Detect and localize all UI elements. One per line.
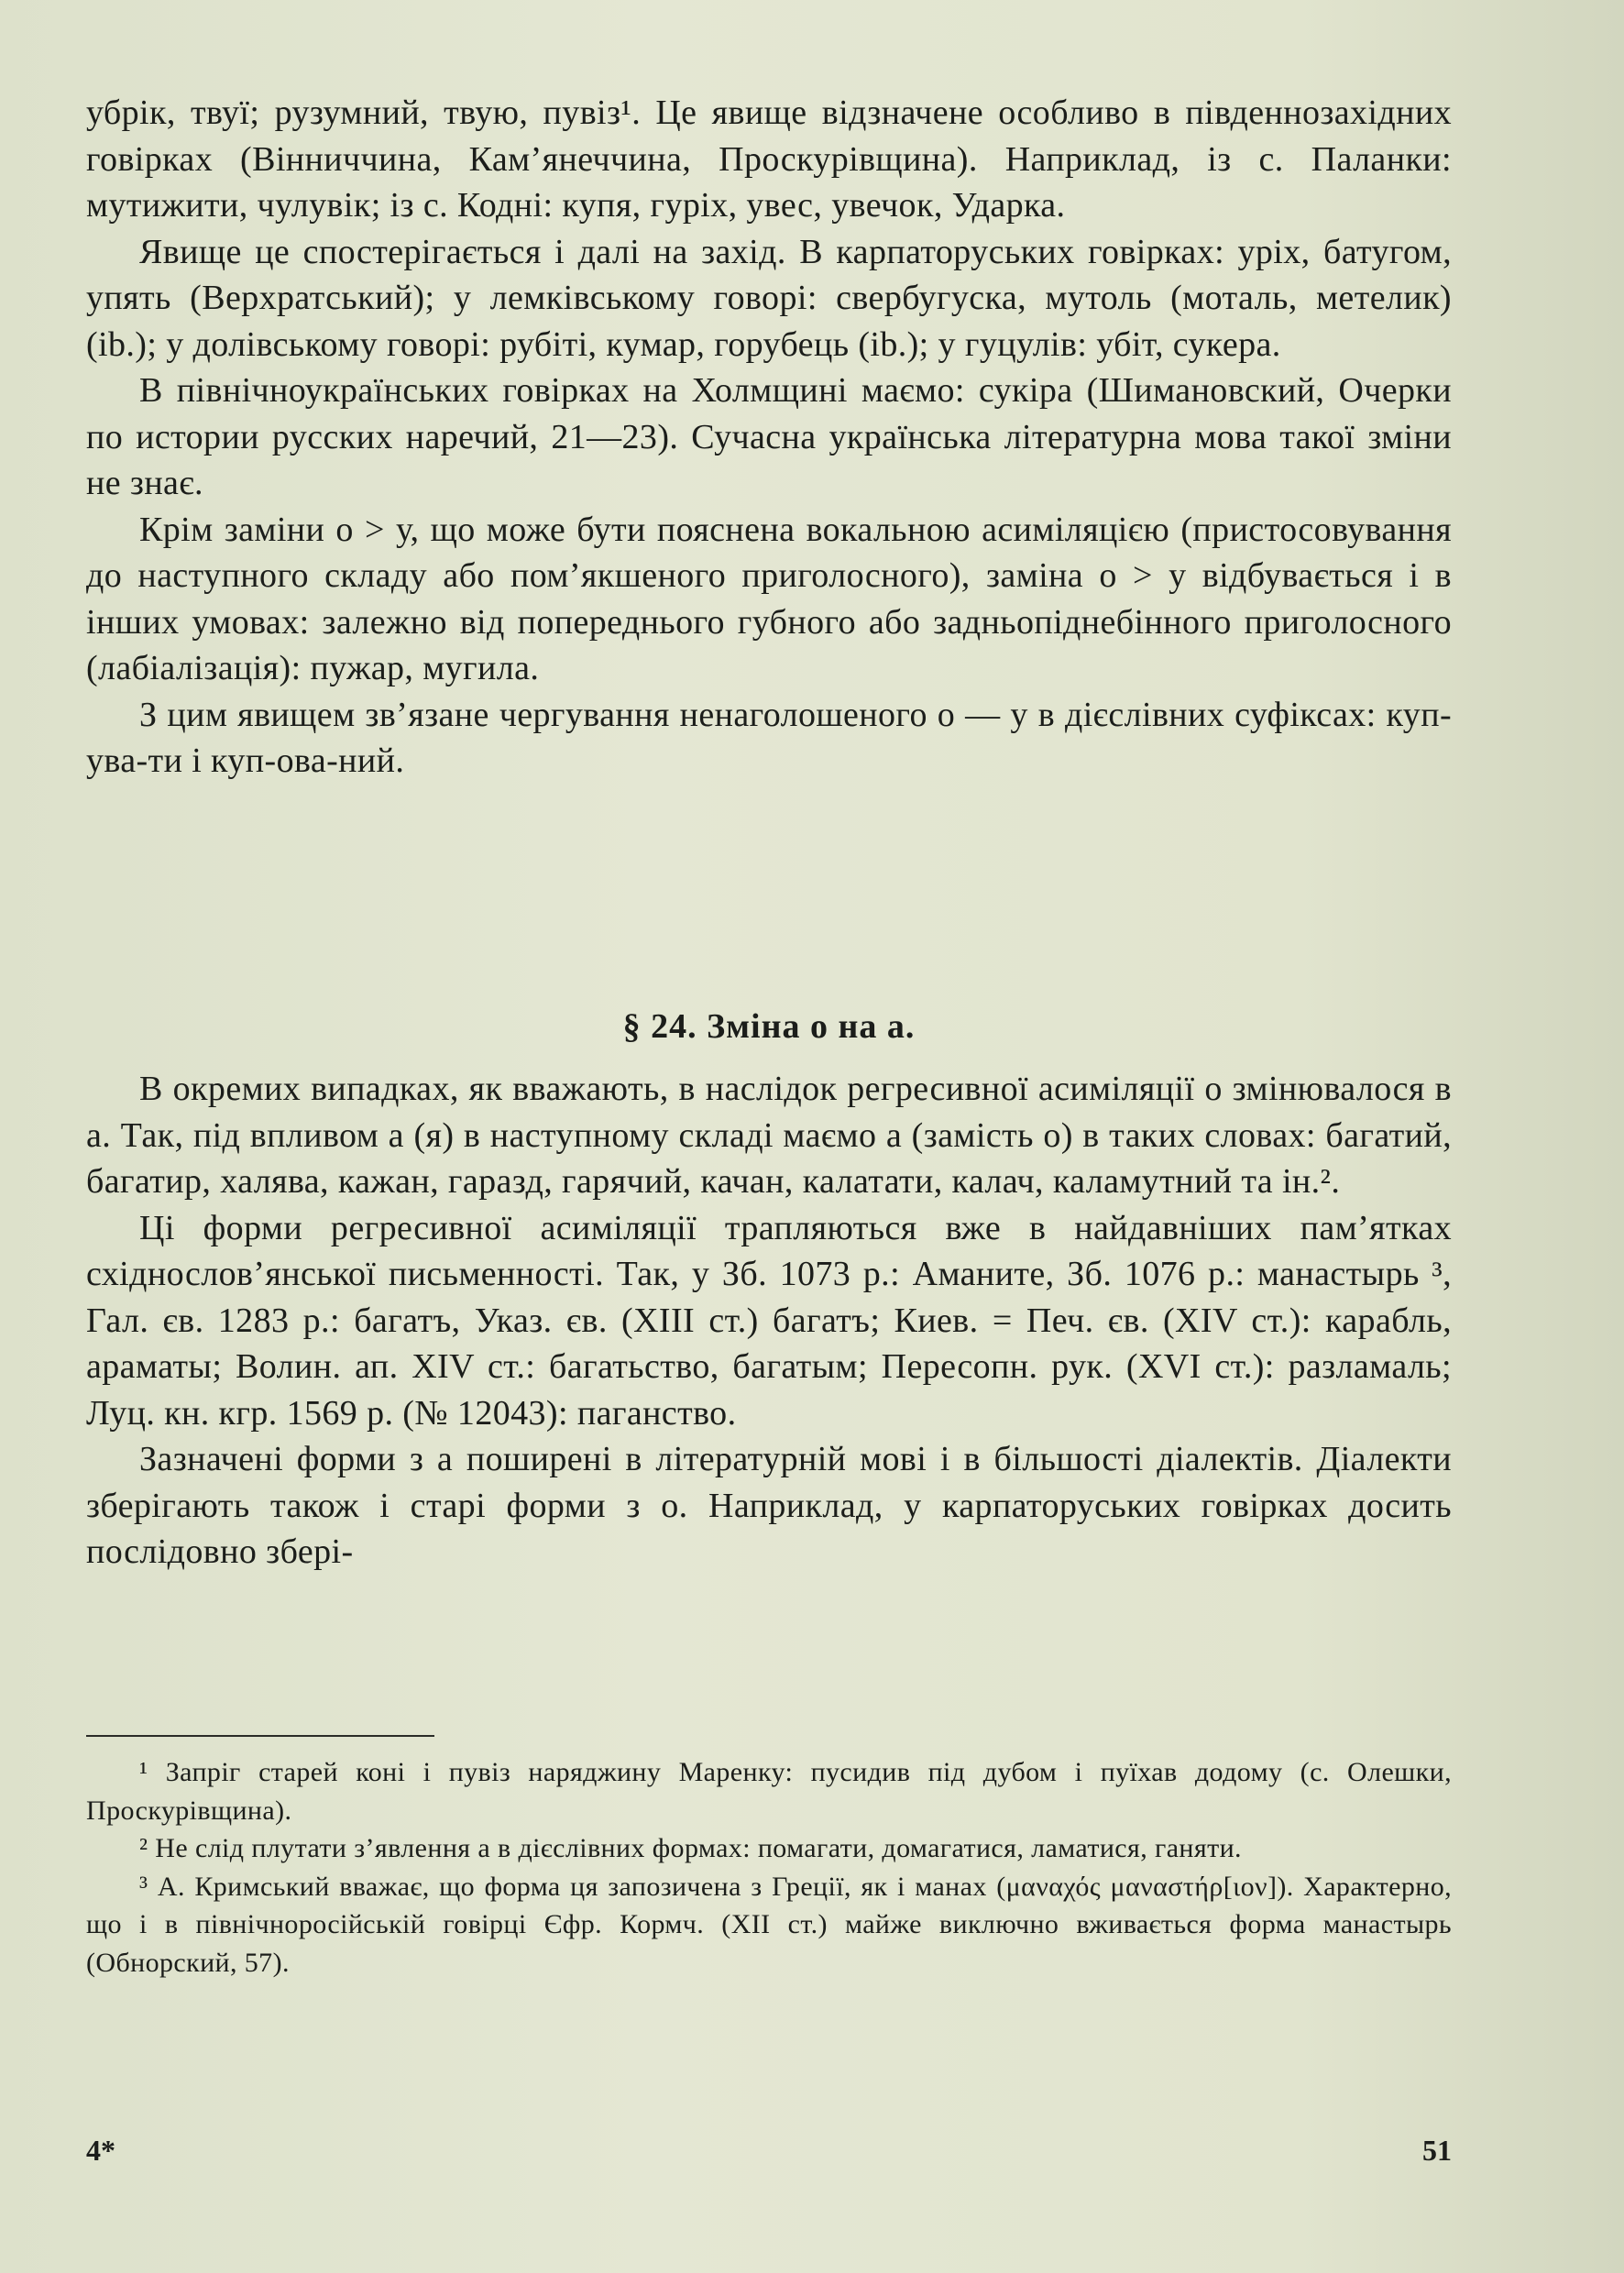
paragraph-5: З цим явищем зв’язане чергування ненаголошеного о — у в дієслівних суфіксах: куп-ува-ти і куп-ова-ний. bbox=[86, 695, 1452, 780]
paragraph-1: убрік, твуї; рузумний, твую, пувіз¹. Це явище відзначене особливо в південнозахідних говірках (Вінниччина, Кам’янеччина, Проскурівщина). Наприклад, із с. Паланки: мутижити, чулувік; із с. Кодні: купя, гуріх, увес, увечок, Ударка. bbox=[86, 93, 1452, 225]
footnote-3: ³ А. Кримський вважає, що форма ця запозичена з Греції, як і манах (μαναχός μαναστήρ[ιον]). Характерно, що і в північноросійській говірці Єфр. Кормч. (XII ст.) майже виключно вживається форма манастырь (Обнорский, 57). bbox=[86, 1871, 1452, 1978]
main-text-lower bbox=[86, 1066, 1452, 1576]
paragraph-7: Ці форми регресивної асиміляції трапляються вже в найдавніших пам’ятках східнослов’янської письменності. Так, у Зб. 1073 р.: Аманите, Зб. 1076 р.: манастырь ³, Гал. єв. 1283 р.: багатъ, Указ. єв. (XIII ст.) багатъ; Киев. = Печ. єв. (XIV ст.): карабль, араматы; Волин. ап. XIV ст.: багатьство, багатым; Пересопн. рук. (XVI ст.): разламаль; Луц. кн. кгр. 1569 р. (№ 12043): паганство. bbox=[86, 1208, 1452, 1433]
section-heading: § 24. Зміна о на а. bbox=[622, 1007, 916, 1046]
signature-mark: 4* bbox=[86, 2134, 115, 2167]
main-text-upper bbox=[86, 90, 1452, 785]
paragraph-4: Крім заміни о > у, що може бути пояснена вокальною асиміляцією (пристосовування до наступного складу або пом’якшеного приголосного), заміна о > у відбувається і в інших умовах: залежно від попереднього губного або задньопіднебінного приголосного (лабіалізація): пужар, мугила. bbox=[86, 510, 1452, 687]
page-number: 51 bbox=[1422, 2134, 1452, 2167]
footnotes bbox=[86, 1753, 1452, 1982]
paragraph-2: Явище це спостерігається і далі на захід. В карпаторуських говірках: уріх, батугом, упять (Верхратський); у лемківському говорі: свербугуска, мутоль (моталь, метелик) (ib.); у долівському говорі: рубіті, кумар, горубець (ib.); у гуцулів: убіт, сукера. bbox=[86, 232, 1452, 364]
paragraph-3: В північноукраїнських говірках на Холмщині маємо: сукіра (Шимановский, Очерки по истории русских наречий, 21—23). Сучасна українська літературна мова такої зміни не знає. bbox=[86, 371, 1452, 502]
paragraph-6: В окремих випадках, як вважають, в наслідок регресивної асиміляції о змінювалося в а. Так, під впливом а (я) в наступному складі маємо а (замість о) в таких словах: багатий, багатир, халява, кажан, гаразд, гарячий, качан, калатати, калач, каламутний та ін.². bbox=[86, 1070, 1452, 1201]
paragraph-8: Зазначені форми з а поширені в літературній мові і в більшості діалектів. Діалекти зберігають також і старі форми з о. Наприклад, у карпаторуських говірках досить послідовно збері- bbox=[86, 1440, 1452, 1571]
footnote-separator bbox=[86, 1735, 434, 1737]
footnote-1: ¹ Запріг старей коні і пувіз наряджину Маренку: пусидив під дубом і пуїхав додому (с. Олешки, Проскурівщина). bbox=[86, 1757, 1452, 1826]
footnote-2: ² Не слід плутати з’явлення а в дієслівних формах: помагати, домагатися, ламатися, ганяти. bbox=[139, 1833, 1242, 1863]
